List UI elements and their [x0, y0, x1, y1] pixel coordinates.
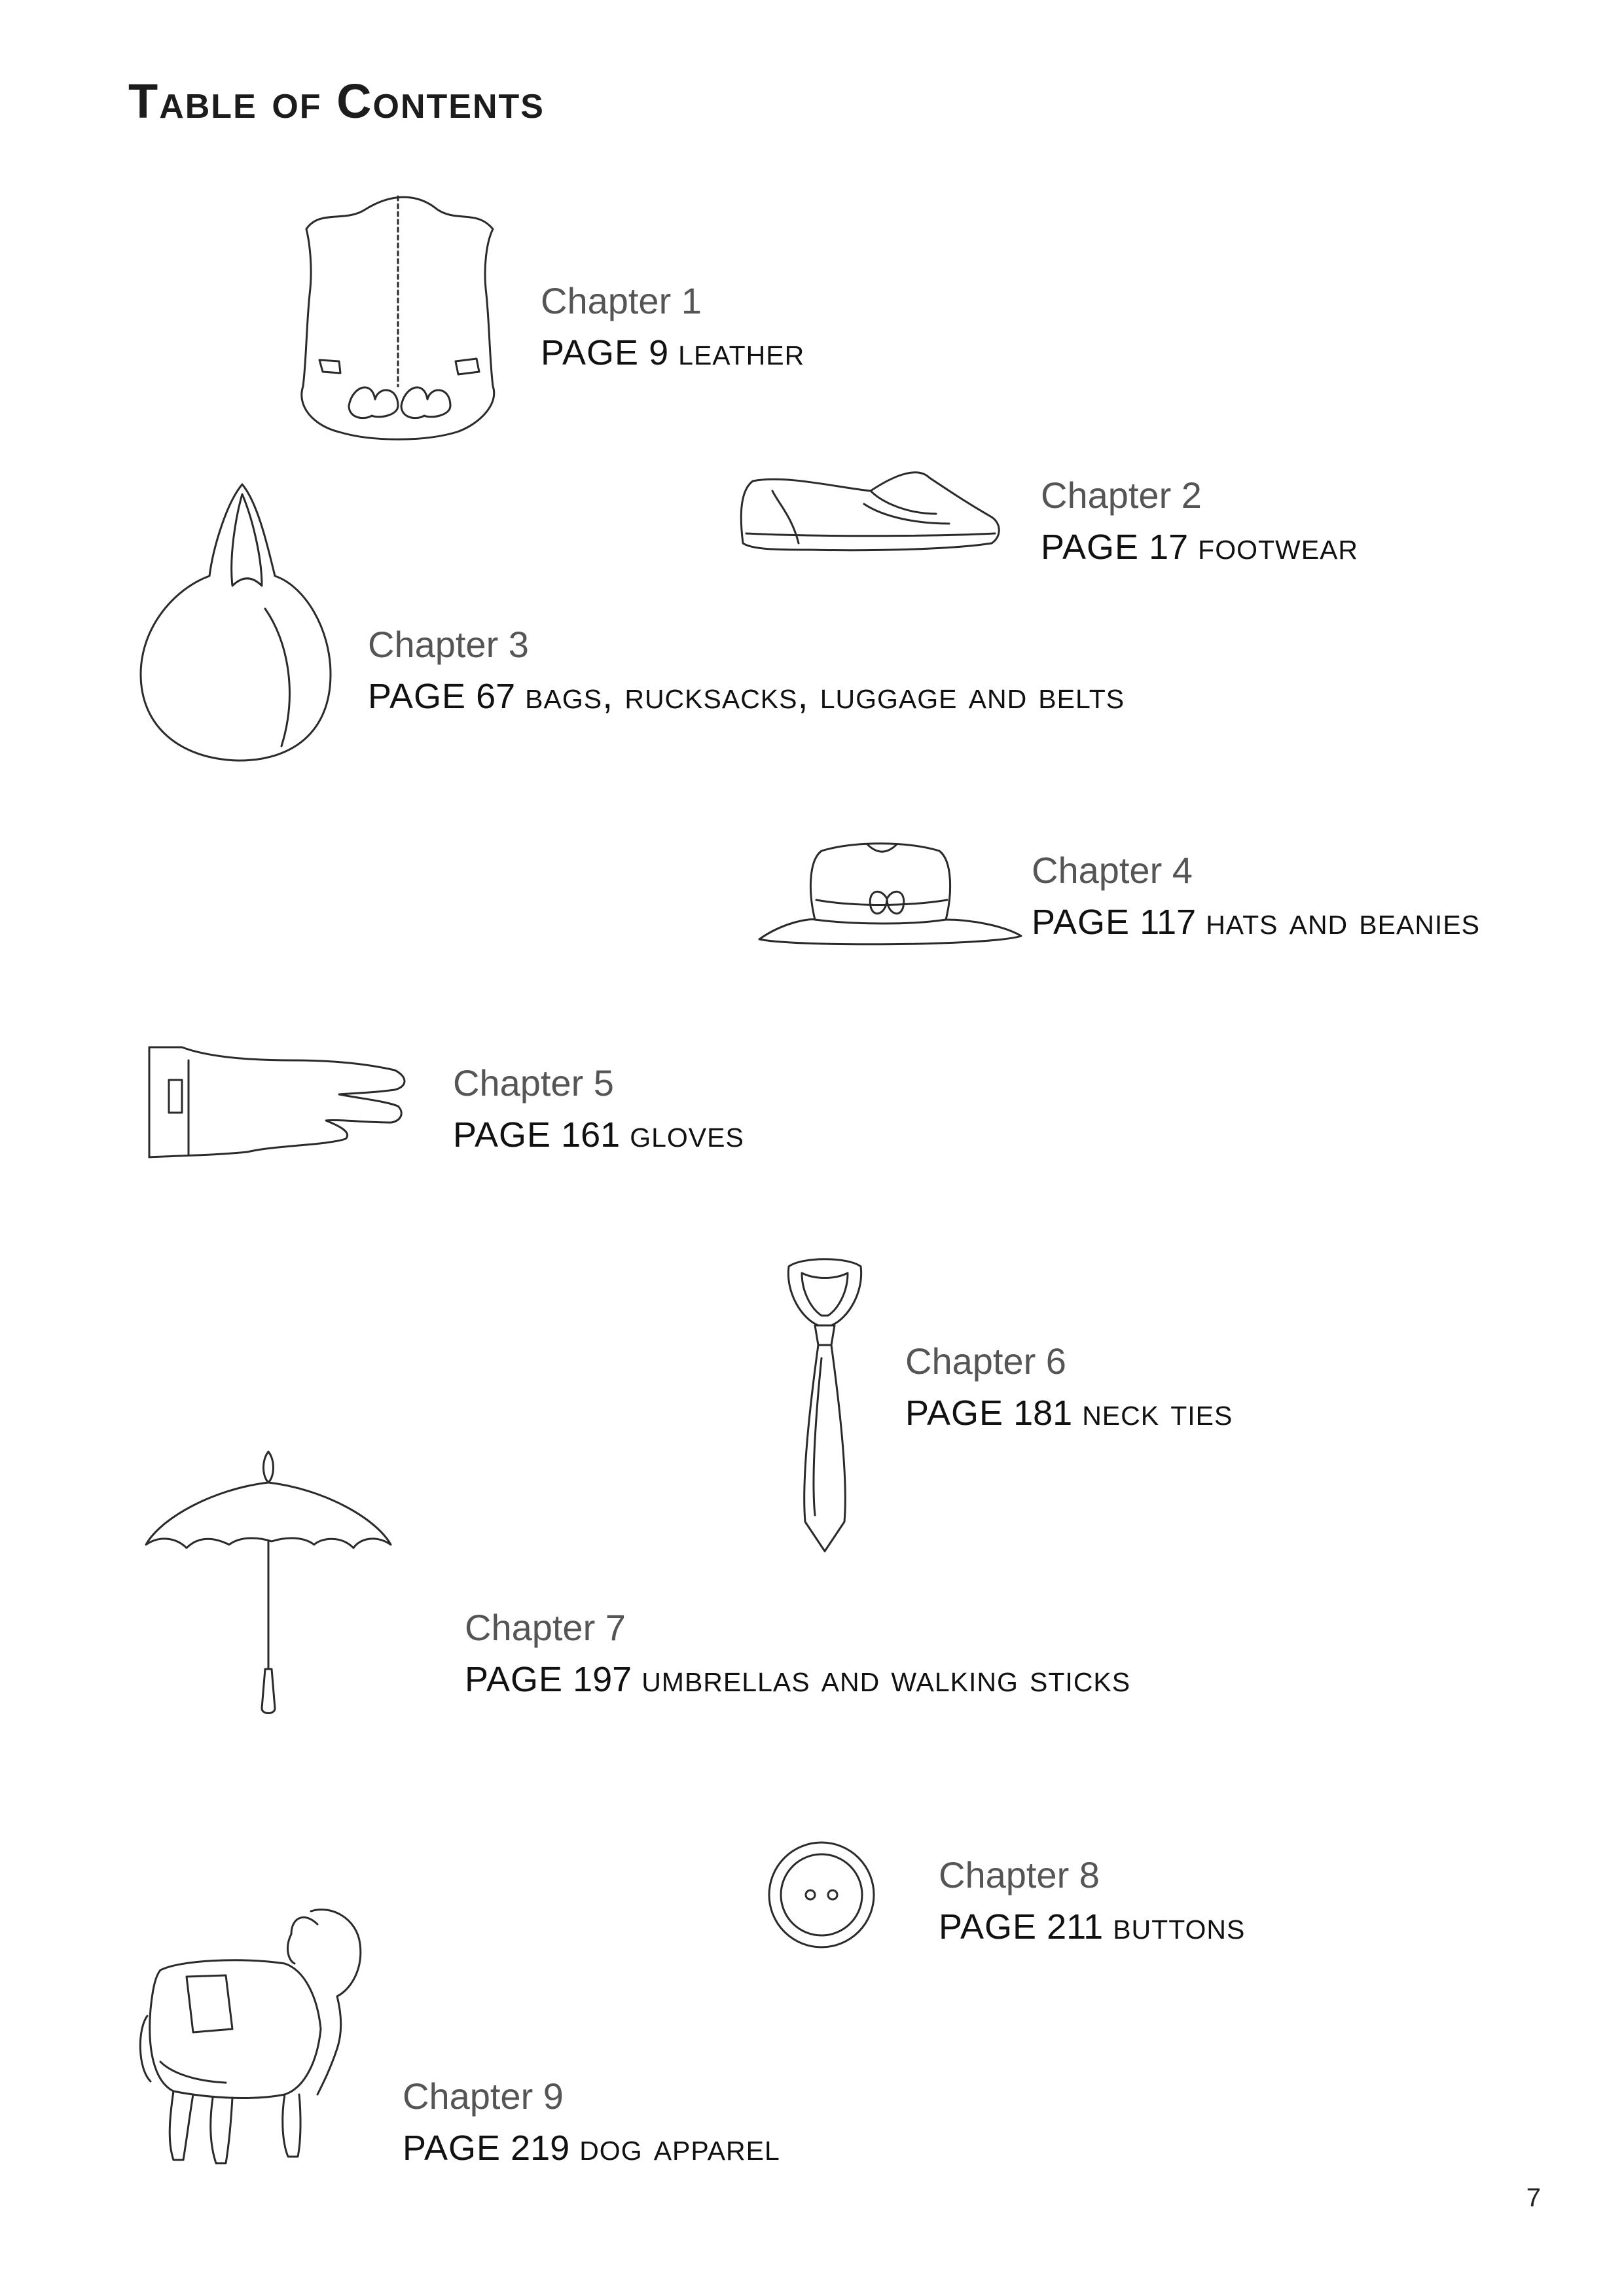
glove-icon [143, 1041, 418, 1165]
button-icon [766, 1839, 877, 1950]
page-number-ref: 197 [573, 1660, 632, 1699]
page-label: PAGE [541, 333, 640, 372]
page-label: PAGE [453, 1115, 552, 1155]
necktie-icon [776, 1253, 874, 1554]
chapter-heading: Chapter 6 [905, 1340, 1066, 1382]
fedora-hat-icon [756, 835, 1031, 952]
chapter-subject: leather [678, 331, 805, 373]
chapter-heading: Chapter 3 [368, 624, 529, 665]
page-reference [541, 328, 804, 377]
page-label: PAGE [1041, 528, 1140, 567]
page-number-ref: 181 [1013, 1393, 1073, 1433]
page-label: PAGE [368, 677, 467, 716]
page-number-ref: 17 [1149, 528, 1189, 567]
page-label: PAGE [939, 1907, 1038, 1947]
page-number-ref: 67 [476, 677, 516, 716]
page-number-ref: 117 [1140, 903, 1197, 942]
toc-entry-3[interactable] [368, 622, 1125, 721]
chapter-heading: Chapter 9 [403, 2075, 564, 2117]
chapter-subject: bags, rucksacks, luggage and belts [525, 674, 1125, 717]
chapter-subject: buttons [1113, 1905, 1246, 1947]
hobo-bag-icon [134, 478, 344, 766]
chapter-heading: Chapter 5 [453, 1062, 614, 1104]
page-number-ref: 211 [1047, 1907, 1104, 1947]
leather-hide-icon [293, 190, 503, 445]
toc-entry-7[interactable] [465, 1605, 1130, 1704]
page-label: PAGE [1032, 903, 1130, 942]
chapter-subject: gloves [630, 1113, 744, 1155]
loafer-shoe-icon [733, 452, 1008, 556]
page-label: PAGE [905, 1393, 1004, 1433]
toc-entry-1[interactable] [541, 278, 804, 377]
page-label: PAGE [465, 1660, 564, 1699]
chapter-heading: Chapter 2 [1041, 475, 1202, 516]
page-reference [403, 2123, 780, 2172]
toc-entry-4[interactable] [1032, 848, 1480, 946]
chapter-heading: Chapter 7 [465, 1607, 626, 1648]
chapter-subject: neck ties [1082, 1391, 1233, 1433]
page-title: Table of Contents [128, 74, 545, 128]
chapter-heading: Chapter 4 [1032, 850, 1193, 891]
chapter-heading: Chapter 1 [541, 280, 702, 321]
page-number: 7 [1526, 2183, 1541, 2212]
dog-in-coat-icon [134, 1898, 376, 2173]
chapter-heading: Chapter 8 [939, 1854, 1100, 1895]
umbrella-icon [141, 1446, 396, 1721]
toc-entry-2[interactable] [1041, 473, 1358, 571]
page-reference [368, 672, 1125, 721]
toc-entry-8[interactable] [939, 1852, 1245, 1951]
toc-entry-9[interactable] [403, 2074, 780, 2172]
chapter-subject: hats and beanies [1206, 900, 1481, 943]
toc-entry-6[interactable] [905, 1338, 1233, 1437]
page-number-ref: 219 [511, 2128, 570, 2168]
page-label: PAGE [403, 2128, 501, 2168]
page-reference [1032, 897, 1480, 946]
toc-entry-5[interactable] [453, 1060, 744, 1159]
page-reference [1041, 522, 1358, 571]
chapter-subject: umbrellas and walking sticks [641, 1657, 1131, 1700]
chapter-subject: footwear [1198, 525, 1359, 567]
page-number-ref: 161 [561, 1115, 621, 1155]
page-number-ref: 9 [649, 333, 669, 372]
page-reference [905, 1388, 1233, 1437]
page-reference [465, 1655, 1130, 1704]
page-reference [453, 1110, 744, 1159]
chapter-subject: dog apparel [579, 2126, 780, 2168]
page-reference [939, 1902, 1245, 1951]
